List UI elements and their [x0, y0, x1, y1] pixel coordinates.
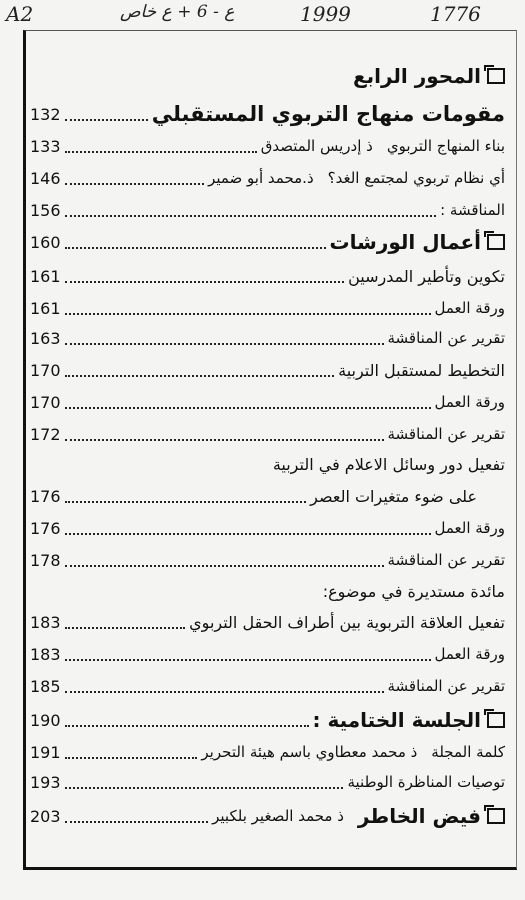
toc-entry: تقرير عن المناقشة 178: [30, 550, 505, 570]
toc-entry: تفعيل العلاقة التربوية بين أطراف الحقل التربوي 183: [30, 612, 505, 632]
handwritten-note-right: 1776: [430, 2, 481, 26]
toc-entry: ورقة العمل 161: [30, 298, 505, 318]
leader-dots: [65, 626, 186, 629]
leader-dots: [65, 564, 384, 567]
leader-dots: [65, 690, 384, 693]
toc-entry: تقرير عن المناقشة 163: [30, 328, 505, 348]
checkbox-icon: [487, 808, 505, 824]
leader-dots: [65, 182, 205, 185]
toc-entry: ورقة العمل 183: [30, 644, 505, 664]
section-heading-workshops: أعمال الورشات 160: [30, 228, 505, 256]
leader-dots: [65, 438, 384, 441]
toc-entry: ورقة العمل 176: [30, 518, 505, 538]
toc-entry: بناء المنهاج التربوي ذ إدريس المتصدق 133: [30, 136, 505, 156]
checkbox-icon: [487, 712, 505, 728]
toc-heading-media: تفعيل دور وسائل الاعلام في التربية: [272, 455, 505, 474]
leader-dots: [65, 246, 326, 249]
toc-entry: كلمة المجلة ذ محمد معطاوي باسم هيئة التحرير 191: [30, 742, 505, 762]
leader-dots: [65, 214, 437, 217]
handwritten-note-middle: ع - 6 + ع خاص: [120, 2, 235, 22]
handwritten-note-center: 1999: [300, 2, 351, 26]
toc-entry: على ضوء متغيرات العصر 176: [30, 486, 477, 506]
toc-entry: تكوين وتأطير المدرسين 161: [30, 266, 505, 286]
leader-dots: [65, 786, 344, 789]
leader-dots: [65, 150, 257, 153]
leader-dots: [65, 374, 335, 377]
toc-heading-roundtable: مائدة مستديرة في موضوع:: [322, 582, 505, 601]
leader-dots: [65, 658, 431, 661]
toc-entry: تقرير عن المناقشة 185: [30, 676, 505, 696]
leader-dots: [65, 532, 431, 535]
checkbox-icon: [487, 68, 505, 84]
leader-dots: [65, 312, 431, 315]
leader-dots: [65, 406, 431, 409]
section-heading-musings: فيض الخاطر ذ محمد الصغير بلكبير 203: [30, 802, 505, 830]
toc-entry: أي نظام تربوي لمجتمع الغد؟ ذ.محمد أبو ضمير 146: [30, 168, 505, 188]
leader-dots: [65, 280, 345, 283]
toc-entry: توصيات المناظرة الوطنية 193: [30, 772, 505, 792]
leader-dots: [65, 724, 309, 727]
toc-entry: تقرير عن المناقشة 172: [30, 424, 505, 444]
toc-entry: المناقشة : 156: [30, 200, 505, 220]
checkbox-icon: [487, 234, 505, 250]
section-heading-closing: الجلسة الختامية : 190: [30, 706, 505, 734]
toc-entry: التخطيط لمستقبل التربية 170: [30, 360, 505, 380]
handwritten-note-left: A2: [6, 2, 34, 26]
leader-dots: [65, 500, 307, 503]
toc-entry: ورقة العمل 170: [30, 392, 505, 412]
leader-dots: [65, 342, 384, 345]
leader-dots: [65, 820, 209, 823]
leader-dots: [65, 756, 198, 759]
section-heading-axis4: المحور الرابع: [30, 62, 505, 90]
leader-dots: [65, 118, 148, 121]
toc-entry: مقومات منهاج التربوي المستقبلي 132: [30, 102, 505, 126]
